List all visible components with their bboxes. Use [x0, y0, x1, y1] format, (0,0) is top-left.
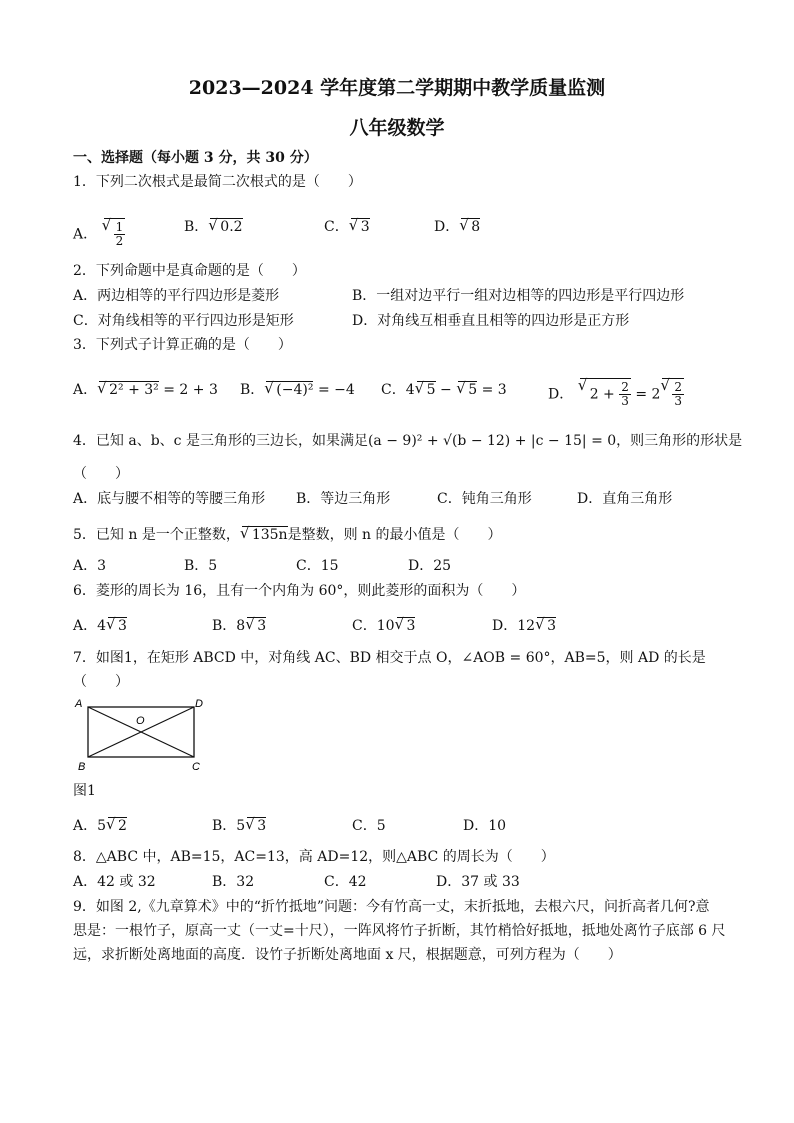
q7-option-d: D．10 — [463, 818, 507, 834]
q4-stem-part2: ，则三角形的形状是 — [616, 433, 743, 449]
q7-b-coef: 5 — [236, 818, 246, 834]
q3-c-label: C． — [381, 382, 406, 398]
q3-c-coef: 4 — [405, 382, 415, 398]
q3-d-den-2: 3 — [674, 394, 683, 408]
q1-a-den: 2 — [115, 234, 124, 248]
q4-option-b: B．等边三角形 — [296, 491, 391, 507]
q3-stem: 3．下列式子计算正确的是（ ） — [73, 337, 292, 353]
q4-stem — [73, 432, 742, 450]
q6-c-radical: √ 3 — [397, 617, 416, 634]
label-b: B — [78, 761, 86, 773]
q3-d-num-2: √ 2 — [674, 380, 683, 394]
q3-c-radical-2: √ 5 — [458, 381, 477, 398]
q4-option-c: C．钝角三角形 — [437, 491, 532, 507]
q6-option-c — [352, 617, 415, 635]
q6-c-coef: 10 — [376, 618, 395, 634]
q6-b-radical: √ 3 — [247, 617, 266, 634]
q2-option-c: C．对角线相等的平行四边形是矩形 — [73, 313, 294, 329]
q6-d-label: D． — [492, 618, 518, 634]
q7-b-label: B． — [212, 818, 237, 834]
q1-option-b — [184, 218, 243, 236]
q2-option-d: D．对角线互相垂直且相等的四边形是正方形 — [352, 313, 630, 329]
q1-a-label: A． — [73, 226, 98, 243]
q7-a-radical: √ 2 — [108, 817, 127, 834]
q3-c-rhs: = 3 — [481, 382, 507, 398]
q7-option-a — [73, 817, 127, 835]
q3-c-radical-1: √ 5 — [417, 381, 436, 398]
q6-option-a — [73, 617, 127, 635]
q2-option-b: B．一组对边平行一组对边相等的四边形是平行四边形 — [352, 288, 685, 304]
q5-option-b: B．5 — [184, 558, 218, 574]
label-c: C — [192, 761, 200, 773]
q6-option-b — [212, 617, 266, 635]
q6-c-label: C． — [352, 618, 377, 634]
q3-b-radical: √ (−4)² — [266, 381, 313, 398]
q6-a-label: A． — [73, 618, 98, 634]
q1-d-label: D． — [434, 219, 460, 235]
q5-stem-part1: 5．已知 n 是一个正整数， — [73, 527, 240, 543]
q7-option-b — [212, 817, 266, 835]
q7-b-radical: √ 3 — [247, 817, 266, 834]
q6-b-coef: 8 — [236, 618, 246, 634]
q6-option-d — [492, 617, 556, 635]
page-subtitle: 八年级数学 — [349, 117, 445, 139]
q9-line-3: 远，求折断处离地面的高度．设竹子折断处离地面 x 尺，根据题意，可列方程为（ ） — [73, 947, 622, 963]
q7-option-c: C．5 — [352, 818, 386, 834]
q8-option-d: D．37 或 33 — [436, 874, 520, 890]
page-title: 2023—2024 学年度第二学期期中教学质量监测 — [188, 77, 606, 99]
q4-option-a: A．底与腰不相等的等腰三角形 — [73, 491, 266, 507]
label-d: D — [195, 698, 203, 710]
q5-radical: √ 135n — [242, 526, 288, 543]
q5-option-a: A．3 — [73, 558, 107, 574]
q1-option-a — [73, 218, 125, 248]
q2-stem: 2．下列命题中是真命题的是（ ） — [73, 263, 306, 279]
q8-option-a: A．42 或 32 — [73, 874, 156, 890]
q9-line-2: 思是：一根竹子，原高一丈（一丈=十尺），一阵风将竹子折断，其竹梢恰好抵地，抵地处离竹子底部 6 尺 — [73, 923, 726, 939]
q3-d-radical-2 — [662, 378, 684, 408]
q3-a-rhs: = 2 + 3 — [163, 382, 218, 398]
q4-blank: （ ） — [73, 466, 129, 482]
q3-c-minus: − — [440, 382, 452, 398]
q4-option-d: D．直角三角形 — [577, 491, 673, 507]
q3-b-rhs: = −4 — [317, 382, 355, 398]
q3-a-label: A． — [73, 382, 98, 398]
q7-stem: 7．如图1，在矩形 ABCD 中，对角线 AC、BD 相交于点 O，∠AOB = 60°，AB=5，则 AD 的长是 — [73, 650, 706, 666]
q1-b-label: B． — [184, 219, 209, 235]
label-o: O — [136, 715, 145, 727]
q6-d-coef: 12 — [517, 618, 536, 634]
label-a: A — [75, 698, 83, 710]
q3-d-radical-1 — [580, 378, 631, 408]
q1-a-radical — [104, 218, 126, 248]
q1-c-label: C． — [324, 219, 349, 235]
q6-b-label: B． — [212, 618, 237, 634]
q3-d-equals: = 2 — [635, 386, 661, 403]
q2-option-a: A．两边相等的平行四边形是菱形 — [73, 288, 280, 304]
q6-a-radical: √ 3 — [108, 617, 127, 634]
q4-stem-part1: 4．已知 a、b、c 是三角形的三边长，如果满足 — [73, 433, 368, 449]
q6-d-radical: √ 3 — [537, 617, 556, 634]
q8-stem: 8．△ABC 中，AB=15，AC=13，高 AD=12，则△ABC 的周长为（ ） — [73, 849, 555, 865]
q3-d-fraction-1 — [619, 381, 631, 408]
q3-option-b — [240, 381, 355, 399]
q6-a-coef: 4 — [97, 618, 107, 634]
q1-stem: 1．下列二次根式是最简二次根式的是（ ） — [73, 174, 362, 190]
q1-c-radical: √ 3 — [351, 218, 370, 235]
q7-a-label: A． — [73, 818, 98, 834]
q3-option-d — [548, 378, 684, 408]
q7-blank: （ ） — [73, 674, 129, 690]
q7-a-coef: 5 — [97, 818, 107, 834]
q5-option-d: D．25 — [408, 558, 452, 574]
q3-option-a — [73, 381, 218, 399]
q6-stem: 6．菱形的周长为 16，且有一个内角为 60°，则此菱形的面积为（ ） — [73, 583, 526, 599]
q1-a-num: √ 1 — [115, 220, 124, 234]
q3-d-two-plus: 2 + — [589, 386, 615, 403]
q9-line-1: 9．如图 2,《九章算术》中的“折竹抵地”问题：今有竹高一丈，末折抵地，去根六尺，问折高者几何?意 — [73, 899, 710, 915]
q5-stem-part2: 是整数，则 n 的最小值是（ ） — [287, 527, 502, 543]
q3-d-den-1: 3 — [621, 394, 629, 408]
q5-stem — [73, 526, 502, 544]
figure-caption: 图1 — [73, 783, 96, 799]
q3-b-label: B． — [240, 382, 265, 398]
q1-d-radical: √ 8 — [461, 218, 480, 235]
q8-option-c: C．42 — [324, 874, 367, 890]
q5-option-c: C．15 — [296, 558, 339, 574]
q3-d-num-1: 2 — [621, 380, 629, 394]
q3-a-radical: √ 2² + 3² — [99, 381, 159, 398]
q1-a-fraction — [114, 221, 126, 248]
q1-b-radical: √ 0.2 — [210, 218, 242, 235]
q3-d-fraction-2 — [672, 381, 684, 408]
q4-expression: (a − 9)² + √(b − 12) + |c − 15| = 0 — [367, 433, 617, 449]
q3-d-label: D． — [548, 386, 574, 403]
section-heading: 一、选择题（每小题 3 分，共 30 分） — [73, 150, 318, 166]
rectangle-figure — [72, 695, 222, 775]
q1-option-c — [324, 218, 370, 236]
q1-option-d — [434, 218, 480, 236]
q8-option-b: B．32 — [212, 874, 255, 890]
q3-option-c — [381, 381, 507, 399]
